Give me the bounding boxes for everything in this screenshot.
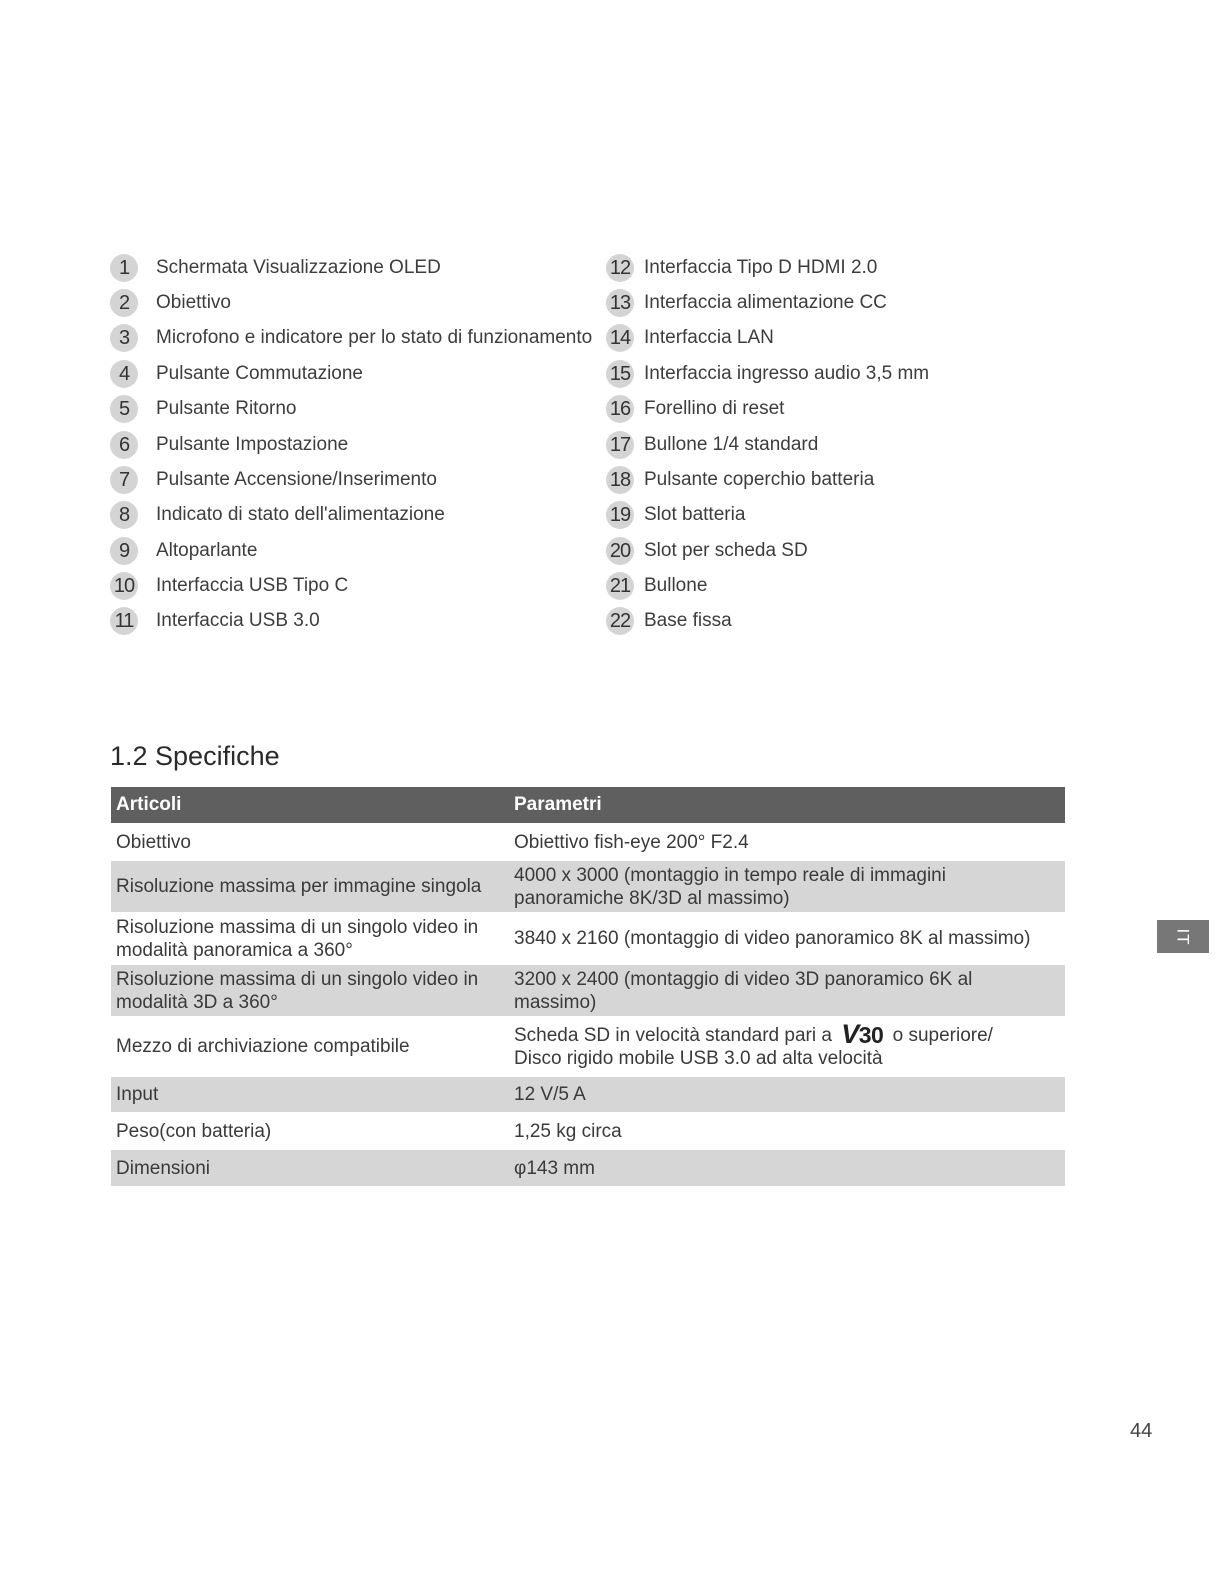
param-cell: 3200 x 2400 (montaggio di video 3D panoramico 6K al massimo) (509, 965, 1065, 1017)
part-number-badge: 9 (110, 537, 138, 565)
part-label: Schermata Visualizzazione OLED (156, 257, 441, 278)
item-cell: Input (111, 1077, 509, 1113)
part-number-badge: 3 (110, 324, 138, 352)
part-label: Interfaccia ingresso audio 3,5 mm (644, 363, 930, 384)
table-row (111, 1077, 1065, 1113)
param-cell: φ143 mm (509, 1150, 1065, 1187)
part-number-badge: 20 (606, 537, 634, 565)
part-item (606, 571, 707, 601)
item-cell: Dimensioni (111, 1150, 509, 1187)
item-cell: Mezzo di archiviazione compatibile (111, 1017, 509, 1077)
part-item (110, 536, 257, 566)
part-number-badge: 13 (606, 289, 634, 317)
v30-logo-number: 30 (858, 1022, 884, 1048)
part-label: Slot batteria (644, 504, 746, 525)
part-number-badge: 8 (110, 501, 138, 529)
part-item (606, 500, 745, 530)
part-item (110, 465, 437, 495)
param-cell: 12 V/5 A (509, 1077, 1065, 1113)
part-item (606, 430, 818, 460)
table-row (111, 1113, 1065, 1150)
item-cell: Risoluzione massima di un singolo video in modalità panoramica a 360° (111, 913, 509, 965)
part-number-badge: 11 (110, 607, 138, 635)
part-item (110, 323, 592, 353)
page-number: 44 (1130, 1420, 1153, 1442)
part-number-badge: 1 (110, 254, 138, 282)
storage-text-post: o superiore/ (892, 1025, 993, 1046)
param-cell: Obiettivo fish-eye 200° F2.4 (509, 824, 1065, 861)
part-number-badge: 6 (110, 431, 138, 459)
table-row (111, 861, 1065, 913)
part-label: Pulsante coperchio batteria (644, 469, 875, 490)
part-number-badge: 16 (606, 395, 634, 423)
language-tab (1157, 920, 1209, 953)
part-number-badge: 7 (110, 466, 138, 494)
item-cell: Risoluzione massima per immagine singola (111, 861, 509, 913)
part-item (606, 536, 808, 566)
param-cell: 1,25 kg circa (509, 1113, 1065, 1150)
part-label: Interfaccia USB Tipo C (156, 575, 349, 596)
param-cell: 4000 x 3000 (montaggio in tempo reale di immagini panoramiche 8K/3D al massimo) (509, 861, 1065, 913)
part-number-badge: 22 (606, 607, 634, 635)
part-number-badge: 15 (606, 360, 634, 388)
table-row (111, 913, 1065, 965)
language-tab-label: IT (1173, 927, 1193, 946)
part-label: Interfaccia Tipo D HDMI 2.0 (644, 257, 878, 278)
part-number-badge: 19 (606, 501, 634, 529)
part-item (606, 253, 877, 283)
part-label: Slot per scheda SD (644, 540, 808, 561)
storage-line-2: Disco rigido mobile USB 3.0 ad alta velocità (514, 1048, 883, 1069)
part-item (110, 394, 296, 424)
part-number-badge: 12 (606, 254, 634, 282)
part-item (110, 359, 363, 389)
part-item (606, 465, 874, 495)
part-label: Forellino di reset (644, 398, 785, 419)
spec-table (111, 787, 1065, 1186)
part-label: Interfaccia LAN (644, 327, 774, 348)
part-label: Obiettivo (156, 292, 231, 313)
part-label: Microfono e indicatore per lo stato di funzionamento (156, 327, 593, 348)
part-number-badge: 4 (110, 360, 138, 388)
part-label: Pulsante Impostazione (156, 434, 349, 455)
item-cell: Obiettivo (111, 824, 509, 861)
part-label: Base fissa (644, 610, 732, 631)
part-item (606, 359, 929, 389)
part-item (110, 288, 231, 318)
part-item (110, 606, 320, 636)
part-number-badge: 21 (606, 572, 634, 600)
part-label: Bullone 1/4 standard (644, 434, 819, 455)
part-label: Indicato di stato dell'alimentazione (156, 504, 445, 525)
part-item (606, 394, 784, 424)
part-item (606, 323, 774, 353)
section-title: 1.2 Specifiche (110, 741, 280, 771)
item-cell: Risoluzione massima di un singolo video in modalità 3D a 360° (111, 965, 509, 1017)
part-number-badge: 5 (110, 395, 138, 423)
part-item (110, 500, 445, 530)
v30-logo-v: V (841, 1019, 859, 1049)
column-header-parameters: Parametri (509, 787, 1065, 824)
table-row (111, 1017, 1065, 1077)
param-cell: 3840 x 2160 (montaggio di video panoramico 8K al massimo) (509, 913, 1065, 965)
part-label: Altoparlante (156, 540, 258, 561)
column-header-items: Articoli (111, 787, 509, 824)
part-item (606, 606, 732, 636)
item-cell: Peso(con batteria) (111, 1113, 509, 1150)
part-item (110, 571, 348, 601)
table-row (111, 824, 1065, 861)
part-label: Interfaccia USB 3.0 (156, 610, 320, 631)
part-label: Pulsante Accensione/Inserimento (156, 469, 437, 490)
storage-text-pre: Scheda SD in velocità standard pari a (514, 1025, 832, 1046)
part-number-badge: 18 (606, 466, 634, 494)
v30-speed-class-logo (841, 1019, 884, 1049)
part-number-badge: 10 (110, 572, 138, 600)
part-label: Bullone (644, 575, 708, 596)
part-number-badge: 17 (606, 431, 634, 459)
part-label: Pulsante Commutazione (156, 363, 363, 384)
part-number-badge: 14 (606, 324, 634, 352)
part-item (110, 253, 441, 283)
table-header-row (111, 787, 1065, 824)
part-label: Pulsante Ritorno (156, 398, 297, 419)
part-item (110, 430, 348, 460)
table-row (111, 1150, 1065, 1187)
part-number-badge: 2 (110, 289, 138, 317)
part-label: Interfaccia alimentazione CC (644, 292, 887, 313)
table-row (111, 965, 1065, 1017)
param-cell (509, 1017, 1065, 1077)
part-item (606, 288, 887, 318)
storage-line-1 (514, 1019, 1060, 1049)
